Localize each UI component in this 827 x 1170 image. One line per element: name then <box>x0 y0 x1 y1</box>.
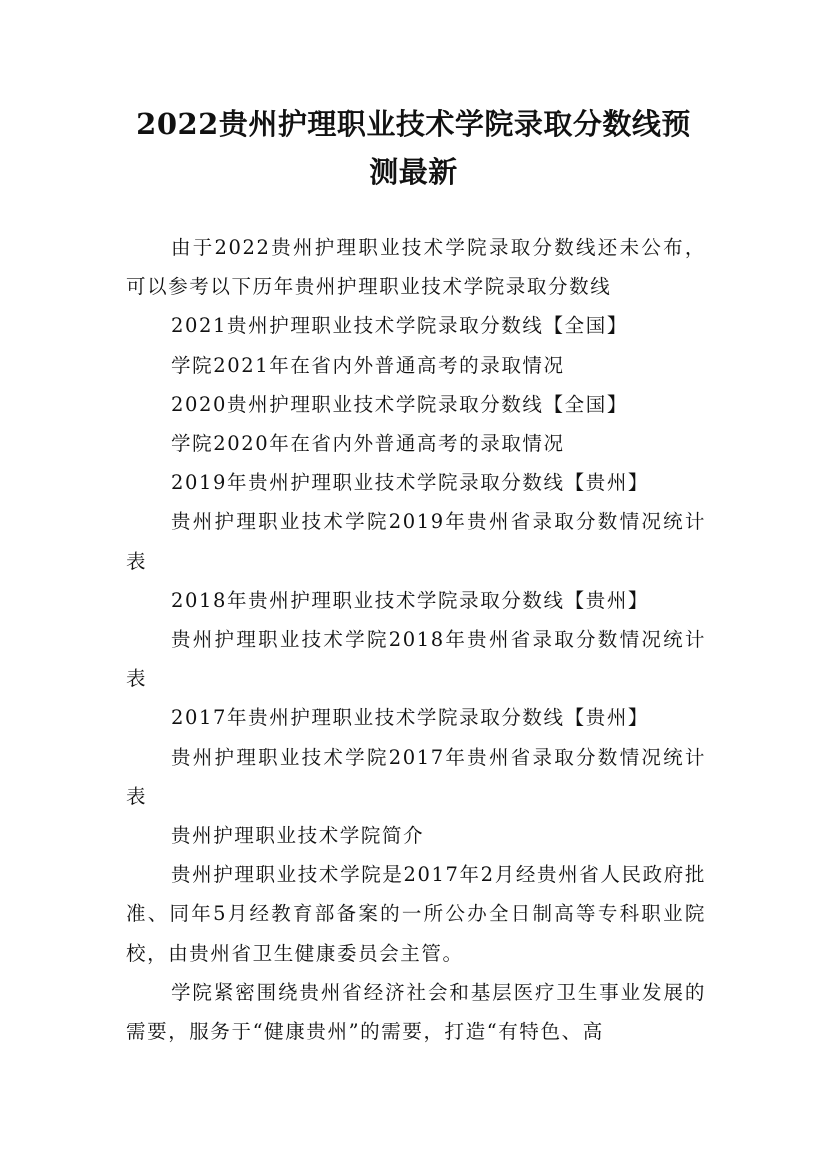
paragraph-2017-caption: 贵州护理职业技术学院2017年贵州省录取分数情况统计表 <box>126 745 706 808</box>
paragraph-intro: 由于2022贵州护理职业技术学院录取分数线还未公布，可以参考以下历年贵州护理职业技术学院录取分数线 <box>126 236 706 299</box>
paragraph-2019-heading: 2019年贵州护理职业技术学院录取分数线【贵州】 <box>171 471 650 495</box>
document-body <box>126 228 706 1051</box>
paragraph-2018-caption: 贵州护理职业技术学院2018年贵州省录取分数情况统计表 <box>126 628 706 691</box>
paragraph-intro-heading: 贵州护理职业技术学院简介 <box>171 824 425 848</box>
document-title <box>110 100 717 196</box>
paragraph-school-mission: 学院紧密围绕贵州省经济社会和基层医疗卫生事业发展的需要，服务于“健康贵州”的需要，打造“有特色、高 <box>126 980 706 1044</box>
paragraph-2020-caption: 学院2020年在省内外普通高考的录取情况 <box>171 432 565 456</box>
paragraph-2019-caption: 贵州护理职业技术学院2019年贵州省录取分数情况统计表 <box>126 510 706 573</box>
paragraph-2021-heading: 2021贵州护理职业技术学院录取分数线【全国】 <box>171 314 628 338</box>
paragraph-2021-caption: 学院2021年在省内外普通高考的录取情况 <box>171 353 565 377</box>
title-line-2: 测最新 <box>369 155 458 189</box>
paragraph-2018-heading: 2018年贵州护理职业技术学院录取分数线【贵州】 <box>171 588 650 612</box>
title-line-1: 2022贵州护理职业技术学院录取分数线预 <box>136 107 691 141</box>
paragraph-2020-heading: 2020贵州护理职业技术学院录取分数线【全国】 <box>171 392 628 416</box>
paragraph-2017-heading: 2017年贵州护理职业技术学院录取分数线【贵州】 <box>171 706 650 730</box>
paragraph-school-intro: 贵州护理职业技术学院是2017年2月经贵州省人民政府批准、同年5月经教育部备案的一所公办全日制高等专科职业院校，由贵州省卫生健康委员会主管。 <box>126 863 706 965</box>
